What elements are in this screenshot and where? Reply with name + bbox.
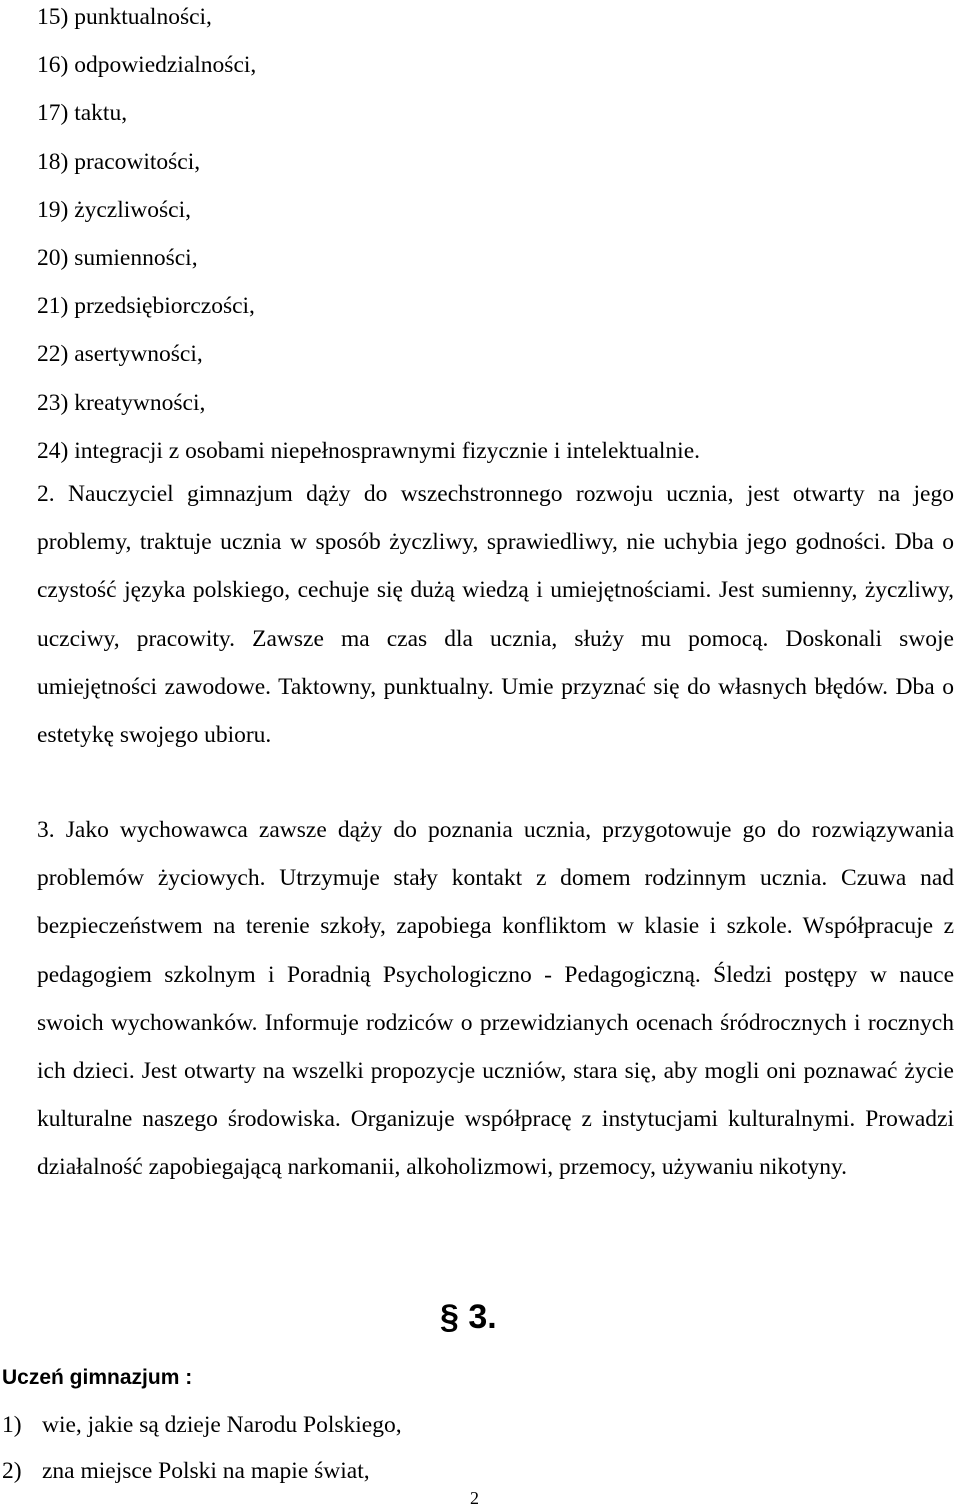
list-item: 22) asertywności, [37,341,203,368]
list-item: 18) pracowitości, [37,148,201,175]
list-item [2,1402,902,1448]
list-item: 19) życzliwości, [37,196,192,223]
list-item: 23) kreatywności, [37,389,206,416]
student-heading: Uczeń gimnazjum : [2,1366,193,1389]
list-item-number: 1) [2,1412,22,1438]
paragraph-teacher: 2. Nauczyciel gimnazjum dąży do wszechstronnego rozwoju ucznia, jest otwarty na jego problemy, traktuje ucznia w sposób życzliwy, sprawiedliwy, nie uchybia jego godności. Dba o czystość języka polskiego, cechuje się dużą wiedzą i umiejętnościami. Jest sumienny, życzliwy, uczciwy, pracowity. Zawsze ma czas dla ucznia, służy mu pomocą. Doskonali swoje umiejętności zawodowe. Taktowny, punktualny. Umie przyznać się do własnych błędów. Dba o estetykę swojego ubioru. [37,481,954,749]
list-item: 15) punktualności, [37,4,212,30]
list-item [2,1448,902,1494]
list-item-text: wie, jakie są dzieje Narodu Polskiego, [42,1412,402,1438]
list-item: 21) przedsiębiorczości, [37,293,255,320]
list-item: 17) taktu, [37,100,128,127]
numbered-list-bottom [2,1402,902,1494]
numbered-list-top [37,0,917,475]
page-number: 2 [470,1488,479,1508]
list-item: 24) integracji z osobami niepełnosprawnymi fizycznie i intelektualnie. [37,437,701,464]
list-item-text: zna miejsce Polski na mapie świat, [42,1458,370,1484]
section-heading: § 3. [440,1298,497,1336]
list-item-number: 2) [2,1458,22,1484]
list-item: 20) sumienności, [37,244,198,271]
paragraph-homeroom-teacher: 3. Jako wychowawca zawsze dąży do poznania ucznia, przygotowuje go do rozwiązywania problemów życiowych. Utrzymuje stały kontakt z domem rodzinnym ucznia. Czuwa nad bezpieczeństwem na terenie szkoły, zapobiega konfliktom w klasie i szkole. Współpracuje z pedagogiem szkolnym i Poradnią Psychologiczno - Pedagogiczną. Śledzi postępy w nauce swoich wychowanków. Informuje rodziców o przewidzianych ocenach śródrocznych i rocznych ich dzieci. Jest otwarty na wszelki propozycje uczniów, stara się, aby mogli oni poznawać życie kulturalne naszego środowiska. Organizuje współpracę z instytucjami kulturalnymi. Prowadzi działalność zapobiegającą narkomanii, alkoholizmowi, przemocy, używaniu nikotyny. [37,817,954,1181]
list-item: 16) odpowiedzialności, [37,52,257,79]
